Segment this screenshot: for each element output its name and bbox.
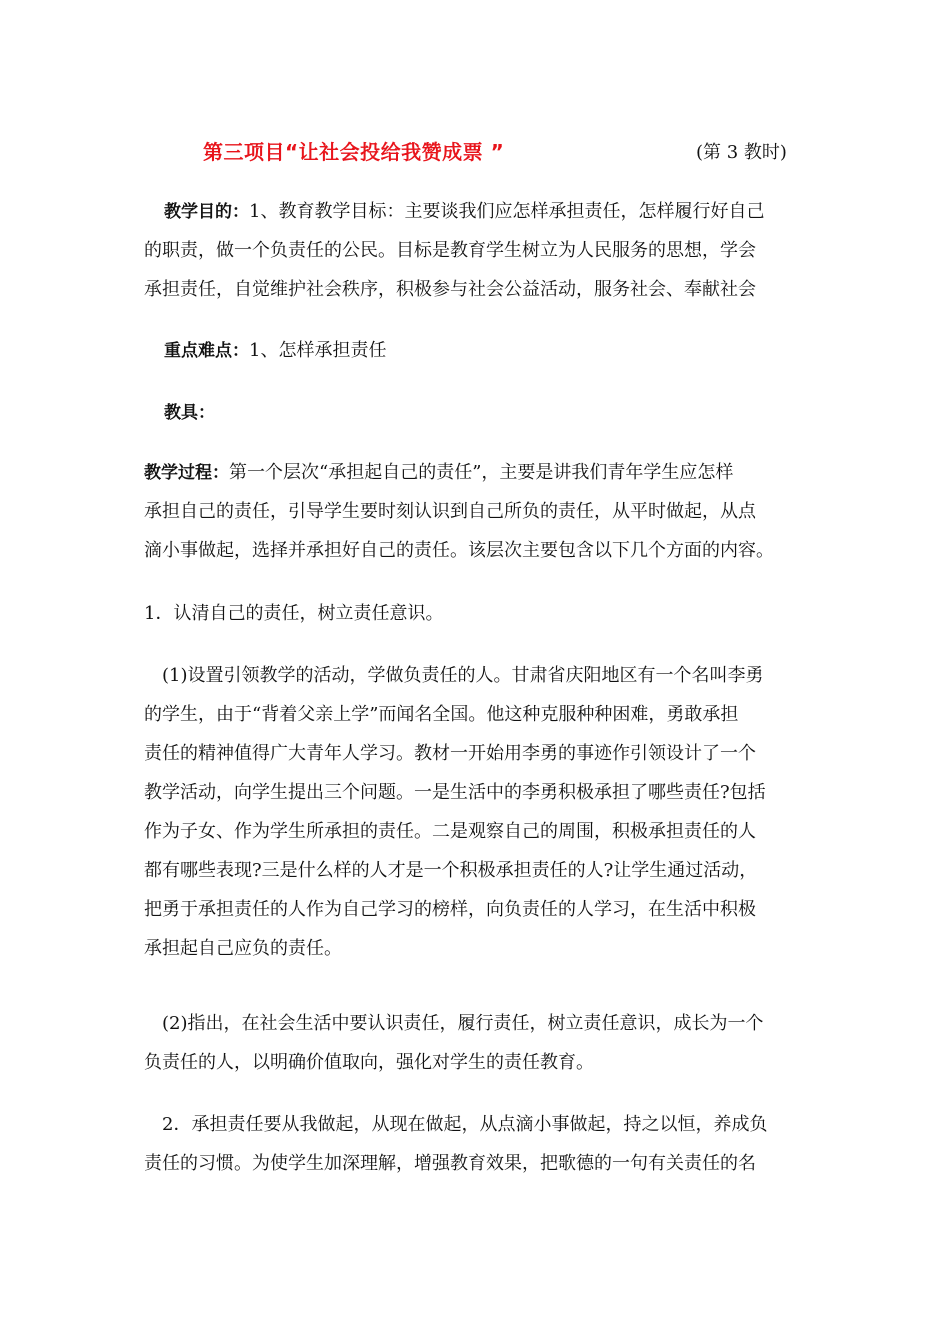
lesson-number: (第 3 教时) [696,142,787,163]
page-title: 第三项目“让社会投给我赞成票 ” [203,140,505,164]
objectives-line: 的职责，做一个负责任的公民。目标是教育学生树立为人民服务的思想，学会 [144,240,756,261]
section-2-paragraph [144,1105,816,1183]
item-1-line: 的学生，由于“背着父亲上学”而闻名全国。他这种克服种种困难，勇敢承担 [144,704,739,725]
item-1-line: 把勇于承担责任的人作为自己学习的榜样，向负责任的人学习，在生活中积极 [144,899,756,920]
section-2-line: 责任的习惯。为使学生加深理解，增强教育效果，把歌德的一句有关责任的名 [144,1153,756,1174]
item-1-paragraph [144,656,816,968]
process-text: 第一个层次“承担起自己的责任”，主要是讲我们青年学生应怎样 [229,462,734,483]
item-2-line: 负责任的人，以明确价值取向，强化对学生的责任教育。 [144,1052,594,1073]
objectives-paragraph [144,192,816,309]
keypoints-label: 重点难点： [164,341,249,361]
objectives-line [144,192,816,231]
keypoints-text: 1、怎样承担责任 [249,340,387,361]
process-line: 滴小事做起，选择并承担好自己的责任。该层次主要包含以下几个方面的内容。 [144,540,774,561]
item-2-paragraph [144,1004,816,1082]
tools-label: 教具： [164,403,215,423]
item-1-line: 责任的精神值得广大青年人学习。教材一开始用李勇的事迹作引领设计了一个 [144,743,756,764]
tools-paragraph [144,393,816,432]
section-1-heading [144,594,816,633]
objectives-text: 1、教育教学目标：主要谈我们应怎样承担责任，怎样履行好自己 [249,201,765,222]
item-1-line: 都有哪些表现?三是什么样的人才是一个积极承担责任的人?让学生通过活动， [144,860,758,881]
item-1-line: (1)设置引领教学的活动，学做负责任的人。甘肃省庆阳地区有一个名叫李勇 [162,665,764,686]
process-label: 教学过程： [144,463,229,483]
objectives-line: 承担责任，自觉维护社会秩序，积极参与社会公益活动，服务社会、奉献社会 [144,279,756,300]
process-line: 承担自己的责任，引导学生要时刻认识到自己所负的责任，从平时做起，从点 [144,501,756,522]
process-paragraph [144,453,816,570]
section-2-line: 2．承担责任要从我做起，从现在做起，从点滴小事做起，持之以恒，养成负 [162,1114,768,1135]
keypoints-paragraph [144,331,816,370]
objectives-label: 教学目的： [164,202,249,222]
item-2-line: (2)指出，在社会生活中要认识责任，履行责任，树立责任意识，成长为一个 [162,1013,764,1034]
item-1-line: 承担起自己应负的责任。 [144,938,342,959]
item-1-line: 教学活动，向学生提出三个问题。一是生活中的李勇积极承担了哪些责任?包括 [144,782,766,803]
title-row [0,136,950,166]
section-1-text: 1．认清自己的责任，树立责任意识。 [144,603,444,624]
item-1-line: 作为子女、作为学生所承担的责任。二是观察自己的周围，积极承担责任的人 [144,821,756,842]
